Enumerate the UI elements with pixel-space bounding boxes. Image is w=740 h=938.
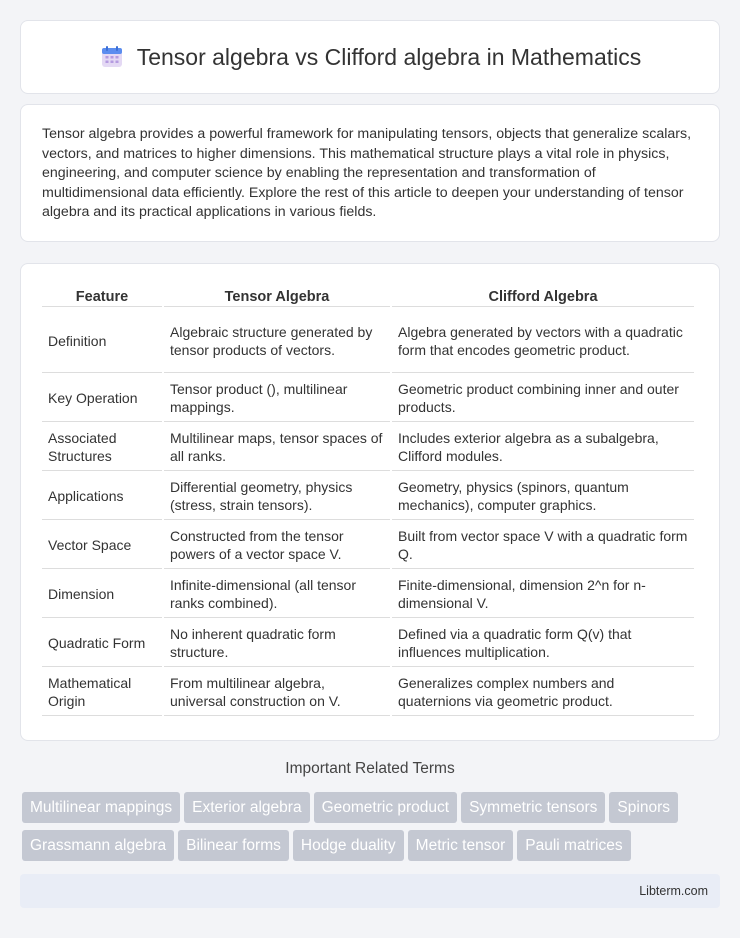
related-term-tag[interactable]: Multilinear mappings bbox=[22, 792, 180, 823]
feature-cell: Definition bbox=[42, 309, 162, 373]
clifford-cell: Geometry, physics (spinors, quantum mechanics), computer graphics. bbox=[392, 473, 694, 520]
feature-cell: Quadratic Form bbox=[42, 620, 162, 667]
clifford-cell: Built from vector space V with a quadratic form Q. bbox=[392, 522, 694, 569]
footer-site-link[interactable]: Libterm.com bbox=[639, 884, 708, 898]
related-term-tag[interactable]: Pauli matrices bbox=[517, 830, 630, 861]
table-row bbox=[42, 571, 694, 618]
related-term-tag[interactable]: Geometric product bbox=[314, 792, 458, 823]
column-header-feature: Feature bbox=[42, 284, 162, 307]
table-row bbox=[42, 473, 694, 520]
tensor-cell: Tensor product (), multilinear mappings. bbox=[164, 375, 390, 422]
tensor-cell: From multilinear algebra, universal construction on V. bbox=[164, 669, 390, 716]
related-term-tag[interactable]: Symmetric tensors bbox=[461, 792, 605, 823]
related-term-tag[interactable]: Grassmann algebra bbox=[22, 830, 174, 861]
feature-cell: Mathematical Origin bbox=[42, 669, 162, 716]
related-terms-title: Important Related Terms bbox=[285, 760, 455, 777]
clifford-cell: Includes exterior algebra as a subalgebra, Clifford modules. bbox=[392, 424, 694, 471]
table-row bbox=[42, 309, 694, 373]
comparison-card bbox=[20, 263, 720, 741]
table-row bbox=[42, 620, 694, 667]
page-title: Tensor algebra vs Clifford algebra in Mathematics bbox=[136, 43, 642, 70]
footer bbox=[20, 874, 720, 908]
related-terms-list bbox=[22, 792, 722, 868]
comparison-table bbox=[40, 282, 696, 718]
tensor-cell: Differential geometry, physics (stress, strain tensors). bbox=[164, 473, 390, 520]
table-row bbox=[42, 375, 694, 422]
tensor-cell: Infinite-dimensional (all tensor ranks combined). bbox=[164, 571, 390, 618]
table-row bbox=[42, 424, 694, 471]
clifford-cell: Finite-dimensional, dimension 2^n for n-dimensional V. bbox=[392, 571, 694, 618]
clifford-cell: Generalizes complex numbers and quaternions via geometric product. bbox=[392, 669, 694, 716]
clifford-cell: Algebra generated by vectors with a quadratic form that encodes geometric product. bbox=[392, 309, 694, 373]
clifford-cell: Defined via a quadratic form Q(v) that influences multiplication. bbox=[392, 620, 694, 667]
feature-cell: Associated Structures bbox=[42, 424, 162, 471]
feature-cell: Applications bbox=[42, 473, 162, 520]
column-header-tensor: Tensor Algebra bbox=[164, 284, 390, 307]
clifford-cell: Geometric product combining inner and outer products. bbox=[392, 375, 694, 422]
tensor-cell: Algebraic structure generated by tensor products of vectors. bbox=[164, 309, 390, 373]
header-card bbox=[20, 20, 720, 94]
table-row bbox=[42, 669, 694, 716]
table-row bbox=[42, 522, 694, 569]
calendar-icon bbox=[99, 44, 125, 70]
feature-cell: Dimension bbox=[42, 571, 162, 618]
tensor-cell: No inherent quadratic form structure. bbox=[164, 620, 390, 667]
intro-card bbox=[20, 104, 720, 242]
related-term-tag[interactable]: Hodge duality bbox=[293, 830, 404, 861]
related-term-tag[interactable]: Exterior algebra bbox=[184, 792, 309, 823]
intro-text: Tensor algebra provides a powerful framework for manipulating tensors, objects that generalize scalars, vectors, and matrices to higher dimensions. This mathematical structure plays a vital role in physics, engineering, and computer science by enabling the representation and transformation of multidimensional data efficiently. Explore the rest of this article to deepen your understanding of tensor algebra and its practical applications in various fields. bbox=[42, 126, 692, 220]
related-term-tag[interactable]: Spinors bbox=[609, 792, 678, 823]
related-term-tag[interactable]: Metric tensor bbox=[408, 830, 514, 861]
table-header-row bbox=[42, 284, 694, 307]
tensor-cell: Constructed from the tensor powers of a vector space V. bbox=[164, 522, 390, 569]
tensor-cell: Multilinear maps, tensor spaces of all ranks. bbox=[164, 424, 390, 471]
related-term-tag[interactable]: Bilinear forms bbox=[178, 830, 289, 861]
feature-cell: Vector Space bbox=[42, 522, 162, 569]
column-header-clifford: Clifford Algebra bbox=[392, 284, 694, 307]
feature-cell: Key Operation bbox=[42, 375, 162, 422]
